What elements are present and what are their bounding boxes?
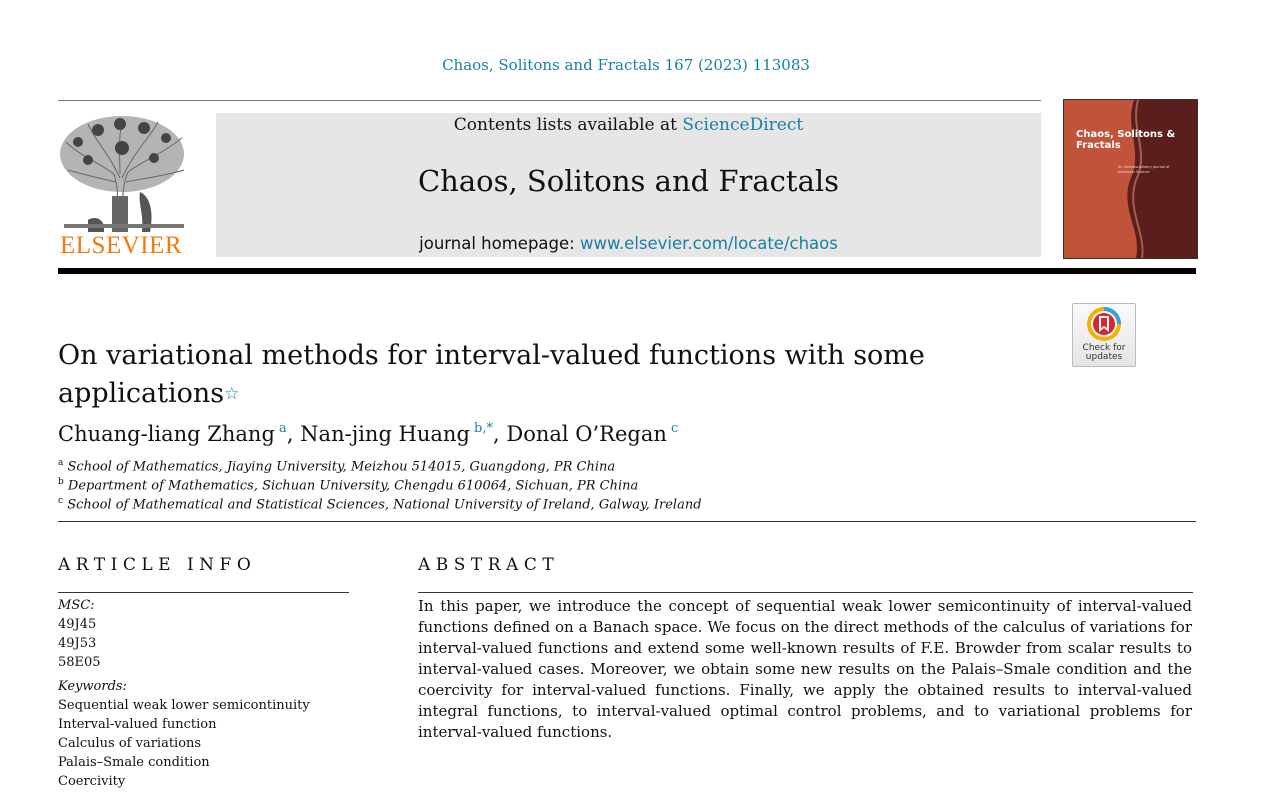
journal-title: Chaos, Solitons and Fractals [417, 164, 840, 198]
contents-prefix: Contents lists available at [453, 115, 677, 135]
header-thick-divider [58, 268, 1196, 274]
author-list: Chuang-liang Zhang $^a$, Nan-jing Huang $^{b,*}$, Donal O’Regan $^c$ [58, 421, 679, 446]
article-title [58, 337, 938, 413]
keyword: Palais–Smale condition [58, 755, 210, 770]
cover-subtitle: An Interdisciplinary Journal of Nonlinear Science [1118, 165, 1170, 174]
msc-code: 49J53 [58, 636, 97, 651]
keyword: Interval-valued function [58, 717, 217, 732]
cover-texture-icon [1064, 100, 1197, 258]
contents-availability-line [216, 115, 1041, 135]
msc-label: MSC: [58, 598, 95, 613]
author-affiliation-link[interactable]: a [279, 421, 287, 436]
cover-journal-title: Chaos, Solitons & Fractals [1076, 129, 1176, 151]
author-affiliation-link[interactable]: b,* [474, 421, 493, 436]
top-divider [58, 100, 1041, 101]
section-divider [58, 521, 1196, 522]
title-footnote-star[interactable]: ☆ [224, 384, 240, 404]
article-info-divider [58, 592, 349, 593]
check-for-updates-button[interactable] [1072, 303, 1136, 367]
keywords-label: Keywords: [58, 679, 127, 694]
author-affiliation-link[interactable]: c [671, 421, 679, 436]
elsevier-wordmark[interactable]: ELSEVIER [60, 232, 183, 259]
keyword: Calculus of variations [58, 736, 202, 751]
journal-cover-thumbnail[interactable] [1063, 99, 1198, 259]
homepage-prefix: journal homepage: [419, 234, 575, 253]
author-name[interactable]: Donal O’Regan [506, 422, 667, 446]
check-for-updates-label: Check for updates [1082, 343, 1126, 362]
keyword: Sequential weak lower semicontinuity [58, 698, 310, 713]
journal-citation[interactable]: Chaos, Solitons and Fractals 167 (2023) 113083 [442, 56, 810, 74]
abstract-heading: ABSTRACT [418, 555, 560, 575]
abstract-text: In this paper, we introduce the concept of sequential weak lower semicontinuity of interval-valued functions defined on a Banach space. We focus on the direct methods of the calculus of variations for interval-valued functions and extend some well-known results of F.E. Browder from scalar results to interval-valued cases. Moreover, we obtain some new results on the Palais–Smale condition and the coercivity for interval-valued functions. Finally, we apply the obtained results to interval-valued integral functions, to interval-valued optimal control problems, and to variational problems for interval-valued functions. [418, 597, 1192, 741]
author-name[interactable]: Nan-jing Huang [300, 422, 470, 446]
author-name[interactable]: Chuang-liang Zhang [58, 422, 275, 446]
crossmark-icon [1087, 307, 1121, 341]
affiliation: $^b$ Department of Mathematics, Sichuan University, Chengdu 610064, Sichuan, PR China [58, 477, 639, 494]
journal-homepage-line [216, 234, 1041, 253]
keyword: Coercivity [58, 774, 126, 789]
abstract-divider [418, 592, 1193, 593]
journal-homepage-link[interactable]: www.elsevier.com/locate/chaos [579, 234, 838, 253]
msc-code: 49J45 [58, 617, 97, 632]
article-info-heading: ARTICLE INFO [58, 555, 257, 575]
affiliation: $^c$ School of Mathematical and Statistical Sciences, National University of Ireland, Galway, Ireland [58, 496, 702, 513]
affiliation: $^a$ School of Mathematics, Jiaying University, Meizhou 514015, Guangdong, PR China [58, 458, 616, 475]
article-title-text: On variational methods for interval-valued functions with some applications [58, 340, 925, 409]
msc-code: 58E05 [58, 655, 101, 670]
sciencedirect-link[interactable]: ScienceDirect [682, 115, 804, 135]
